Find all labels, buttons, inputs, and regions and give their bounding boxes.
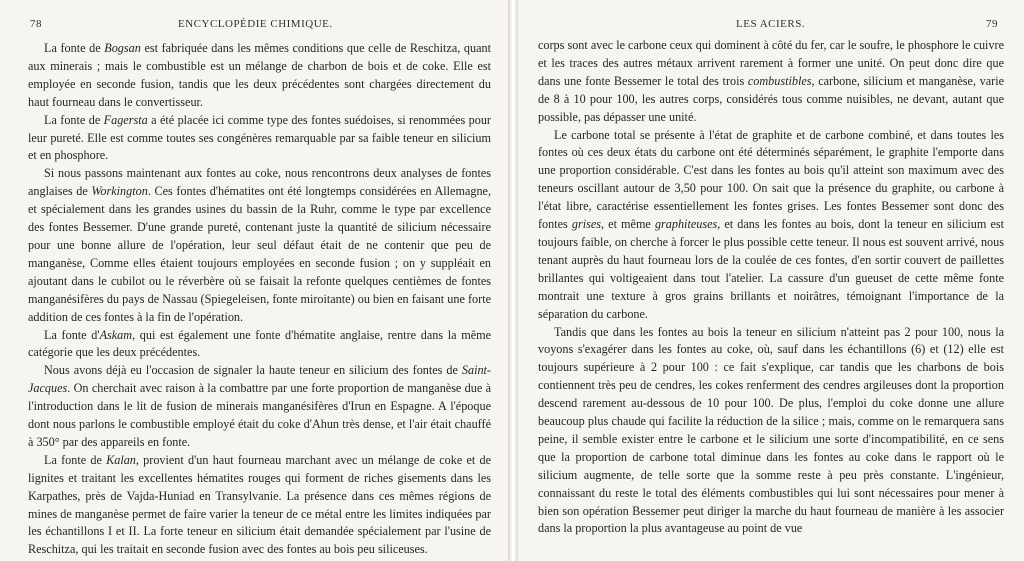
paragraph-corps: corps sont avec le carbone ceux qui dominent à côté du fer, car le soufre, le phosphore le cuivre et les traces des autres métaux arrivent rarement à former une unité. On peut donc dire que dans une fonte Bessemer le total des trois combustibles, carbone, silicium et manganèse, varie de 8 à 10 pour 100, les autres corps, considérés tous comme nuisibles, ne devant, autant que possible, pas dépasser une unité.: [538, 38, 1004, 124]
paragraph-tandis: Tandis que dans les fontes au bois la teneur en silicium n'atteint pas 2 pour 100, nous la voyons s'exagérer dans les fontes au coke, où, sauf dans les échantillons (6) et (12) elle est toujours supérieure à 2 pour 100 : ce fait s'explique, car tandis que les charbons de bois contiennent très peu de cendres, les cokes renferment des cendres argileuses dont la proportion descend rarement au-dessous de 10 pour 100. De plus, l'emploi du coke donne une allure beaucoup plus chaude qui facilite la réduction de la silice ; mais, comme on le remarquera sans peine, il semble exister entre le carbone et le silicium une sorte d'incompatibilité, en ce sens que la proportion de carbone total diminue dans les fontes au coke dans le rapport où le silicium augmente, de telle sorte que la somme reste à peu près constante. L'ingénieur, connaissant du reste le total des éléments combustibles qui lui sont nécessaires pour mener à bien son opération Bessemer peut diriger la marche du haut fourneau de manière à les associer dans la proportion la plus avantageuse au point de vue: [538, 324, 1004, 536]
paragraph-carbone-total: Le carbone total se présente à l'état de graphite et de carbone combiné, et dans toutes les fontes où ces deux états du carbone ont été déterminés séparément, le graphite l'emporte dans une proportion considérable. C'est dans les fontes au bois qu'il atteint son maximum avec des teneurs oscillant autour de 3,50 pour 100. On sait que la présence du graphite, ou carbone à l'état libre, caractérise essentiellement les fontes grises. Les fontes Bessemer sont donc des fontes grises, et même graphiteuses, et dans les fontes au bois, dont la teneur en silicium est toujours faible, on cherche à forcer le plus possible cette teneur. Il nous est souvent arrivé, nous tenant auprès du haut fourneau lors de la coulée de ces fontes, d'en sortir couvert de paillettes brillantes qui voltigeaient dans tout l'atelier. La cassure d'un gueuset de cette même fonte montrait une texture à gros grains brillants et noirâtres, témoignant l'importance de la séparation du carbone.: [538, 127, 1004, 321]
left-page: [0, 0, 508, 561]
paragraph-fagersta: La fonte de Fagersta a été placée ici comme type des fontes suédoises, si renommées pour leur pureté. Elle est comme toutes ses congénères remarquable par sa faible teneur en silicium et en phosphore.: [28, 112, 491, 163]
paragraph-askam: La fonte d'Askam, qui est également une fonte d'hématite anglaise, rentre dans la même catégorie que les deux précédentes.: [28, 327, 492, 360]
running-title: LES ACIERS.: [736, 18, 806, 30]
paragraph-workington: Si nous passons maintenant aux fontes au coke, nous rencontrons deux analyses de fontes anglaises de Workington. Ces fontes d'hématites ont été longtemps considérées en Allemagne, et spécialement dans les grandes usines du bassin de la Ruhr, comme le type par excellence des fontes Bessemer. D'une grande pureté, contenant juste la quantité de silicium nécessaire pour une bonne allure de l'opération, leur seul défaut était de ne contenir que peu de manganèse, Comme elles étaient toujours employées en seconde fusion ; on y suppléait en ajoutant dans le cubilot ou le réverbère où se faisait la refonte quelques centièmes de fontes manganésifères du pays de Nassau (Spiegeleisen, fonte miroitante) ou bien en faisant une forte addition de ces fontes à la fin de l'opération.: [28, 166, 492, 324]
page-body: [28, 40, 491, 559]
paragraph-kalan: La fonte de Kalan, provient d'un haut fourneau marchant avec un mélange de coke et de lignites et traitant les excellentes hématites rouges qui forment de riches gisements dans les Karpathes, près de Vajda-Huniad en Transylvanie. La présence dans ces mêmes régions de mines de manganèse permet de faire varier la teneur de ce métal entre les limites indiquées par les échantillons I et II. La forte teneur en silicium était demandée spécialement par l'usine de Reschitza, qui les traitait en seconde fusion avec des fontes au bois peu siliceuses.: [28, 452, 492, 557]
page-number: 79: [986, 18, 998, 30]
book-gutter: [508, 0, 518, 561]
page-body: [538, 37, 1004, 538]
paragraph-saint-jacques: Nous avons déjà eu l'occasion de signaler la haute teneur en silicium des fontes de Saint-Jacques. On cherchait avec raison à la combattre par une forte proportion de manganèse due à l'introduction dans le lit de fusion de minerais manganésifères d'Irun en Espagne. A l'époque dont nous parlons le combustible employé était du coke d'Ahun très dense, et l'air était chauffé à 350° par des appareils en fonte.: [28, 363, 491, 449]
page-number: 78: [30, 18, 42, 30]
running-title: ENCYCLOPÉDIE CHIMIQUE.: [178, 18, 333, 30]
paragraph-bogsan: La fonte de Bogsan est fabriquée dans les mêmes conditions que celle de Reschitza, quant aux minerais ; mais le combustible est un mélange de charbon de bois et de coke. Elle est employée en seconde fusion, tandis que les deux précédentes sont chargées directement du haut fourneau dans le convertisseur.: [28, 41, 491, 109]
right-page: [518, 0, 1024, 561]
